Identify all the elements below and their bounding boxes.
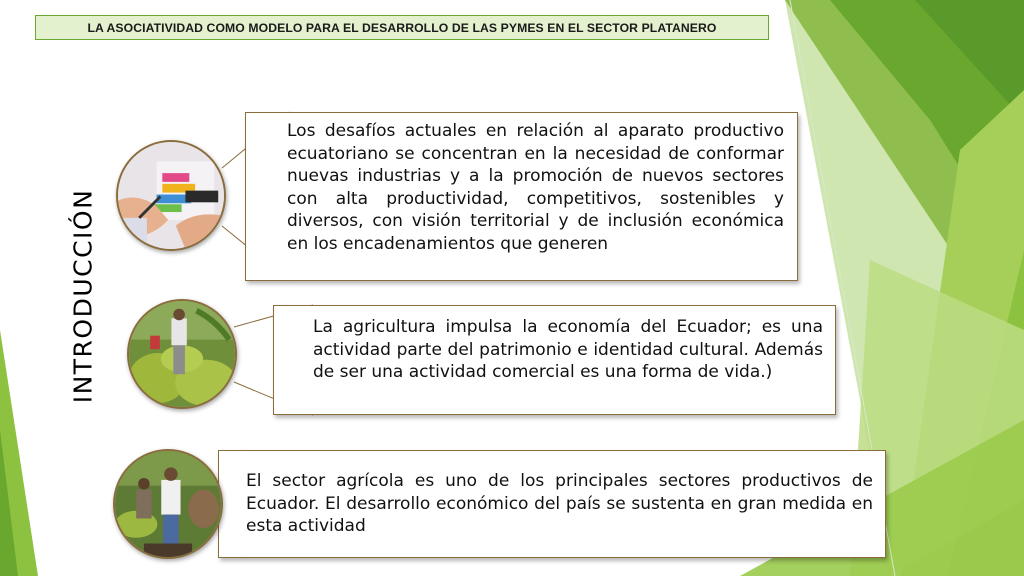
text-block-3-body: El sector agrícola es uno de los principales sectores productivos de Ecuador. El desarrollo económico del país se sustenta en gran medida en esta actividad [246, 471, 873, 536]
text-block-1 [245, 112, 798, 281]
text-block-1-body: Los desafíos actuales en relación al aparato productivo ecuatoriano se concentran en la necesidad de conformar nuevas industrias y a la promoción de nuevos sectores con alta productividad, competitivos, sostenibles y diversos, con visión territorial y de inclusión económica en los encadenamientos que generen [287, 121, 784, 254]
slide-title-banner [35, 15, 769, 40]
slide-title-text: LA ASOCIATIVIDAD COMO MODELO PARA EL DESARROLLO DE LAS PYMES EN EL SECTOR PLATANERO [87, 20, 717, 35]
text-block-2 [273, 305, 836, 415]
banana-market-farmers-photo-icon [113, 449, 223, 559]
section-title-vertical: INTRODUCCIÓN [68, 188, 98, 404]
text-block-2-body: La agricultura impulsa la economía del Ecuador; es una actividad parte del patrimonio e identidad cultural. Además de ser una actividad comercial es una forma de vida.) [313, 317, 823, 382]
banana-harvest-workers-photo-icon [127, 299, 237, 409]
hands-color-swatches-photo-icon [116, 140, 226, 251]
text-block-3 [218, 450, 886, 558]
